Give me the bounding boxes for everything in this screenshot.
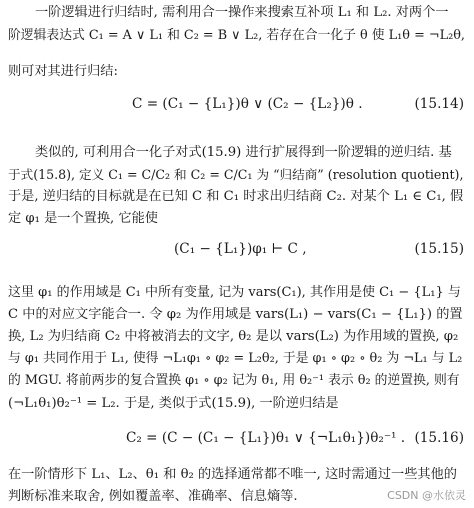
paragraph-1-line-1: 一阶逻辑进行归结时, 需利用合一操作来搜索互补项 L₁ 和 L₂. 对两个一 [35, 5, 449, 20]
paragraph-3-line-4: 与 φ₁ 共同作用于 L₁, 使得 ¬L₁φ₁ ∘ φ₂ = L₂θ₂, 于是 φ₁ ∘ φ₂ ∘ θ₂ 为 ¬L₁ 与 L₂ [8, 351, 463, 366]
paragraph-3-line-6: (¬L₁θ₁)θ₂⁻¹ = L₂. 于是, 类似于式(15.9), 一阶逆归结是 [8, 396, 339, 411]
equation-15-15-number: (15.15) [414, 241, 464, 257]
equation-15-14 [8, 93, 466, 115]
paragraph-2-line-3: 于是, 逆归结的目标就是在已知 C 和 C₁ 时求出归结商 C₂. 对某个 L₁ ∈ C₁, 假 [8, 189, 464, 204]
paragraph-4-line-2: 判断标准来取舍, 例如覆盖率、准确率、信息熵等. [8, 489, 298, 504]
equation-15-14-number: (15.14) [414, 96, 464, 112]
paragraph-4-line-1: 在一阶情形下 L₁、L₂、θ₁ 和 θ₂ 的选择通常都不唯一, 这时需通过一些其他的 [8, 467, 457, 482]
equation-15-16 [8, 427, 466, 449]
paragraph-1-line-2: 阶逻辑表达式 C₁ = A ∨ L₁ 和 C₂ = B ∨ L₂, 若存在合一化子 θ 使 L₁θ = ¬L₂θ, [8, 28, 465, 43]
equation-15-16-number: (15.16) [414, 430, 464, 446]
equation-15-16-formula: C₂ = (C − (C₁ − {L₁})θ₁ ∨ {¬L₁θ₁})θ₂⁻¹ . [126, 430, 406, 446]
paragraph-2-line-2: 于式(15.8), 定义 C₁ = C/C₂ 和 C₂ = C/C₁ 为 “归结商” (resolution quotient), [8, 167, 464, 182]
paragraph-3-line-2: C 中的对应文字能合一. 令 φ₂ 为作用域是 vars(L₁) − vars(C₁ − {L₁}) 的置 [8, 307, 463, 322]
paragraph-2-line-1: 类似的, 可利用合一化子对式(15.9) 进行扩展得到一阶逻辑的逆归结. 基 [35, 145, 452, 160]
paragraph-1-line-3: 则可对其进行归结: [8, 64, 118, 79]
paragraph-3-line-1: 这里 φ₁ 的作用域是 C₁ 中所有变量, 记为 vars(C₁), 其作用是使 C₁ − {L₁} 与 [8, 285, 461, 300]
paragraph-2-line-4: 定 φ₁ 是一个置换, 它能使 [8, 211, 158, 226]
equation-15-15 [8, 238, 466, 260]
equation-15-14-formula: C = (C₁ − {L₁})θ ∨ (C₂ − {L₂})θ . [132, 96, 363, 112]
equation-15-15-formula: (C₁ − {L₁})φ₁ ⊢ C , [174, 241, 307, 257]
paragraph-3-line-3: 换, L₂ 为归结商 C₂ 中将被消去的文字, θ₂ 是以 vars(L₂) 为作用域的置换, φ₂ [8, 329, 459, 344]
csdn-watermark: CSDN @水依灵 [387, 489, 466, 502]
paragraph-3-line-5: 的 MGU. 将前两步的复合置换 φ₁ ∘ φ₂ 记为 θ₁, 用 θ₂⁻¹ 表示 θ₂ 的逆置换, 则有 [8, 373, 460, 388]
